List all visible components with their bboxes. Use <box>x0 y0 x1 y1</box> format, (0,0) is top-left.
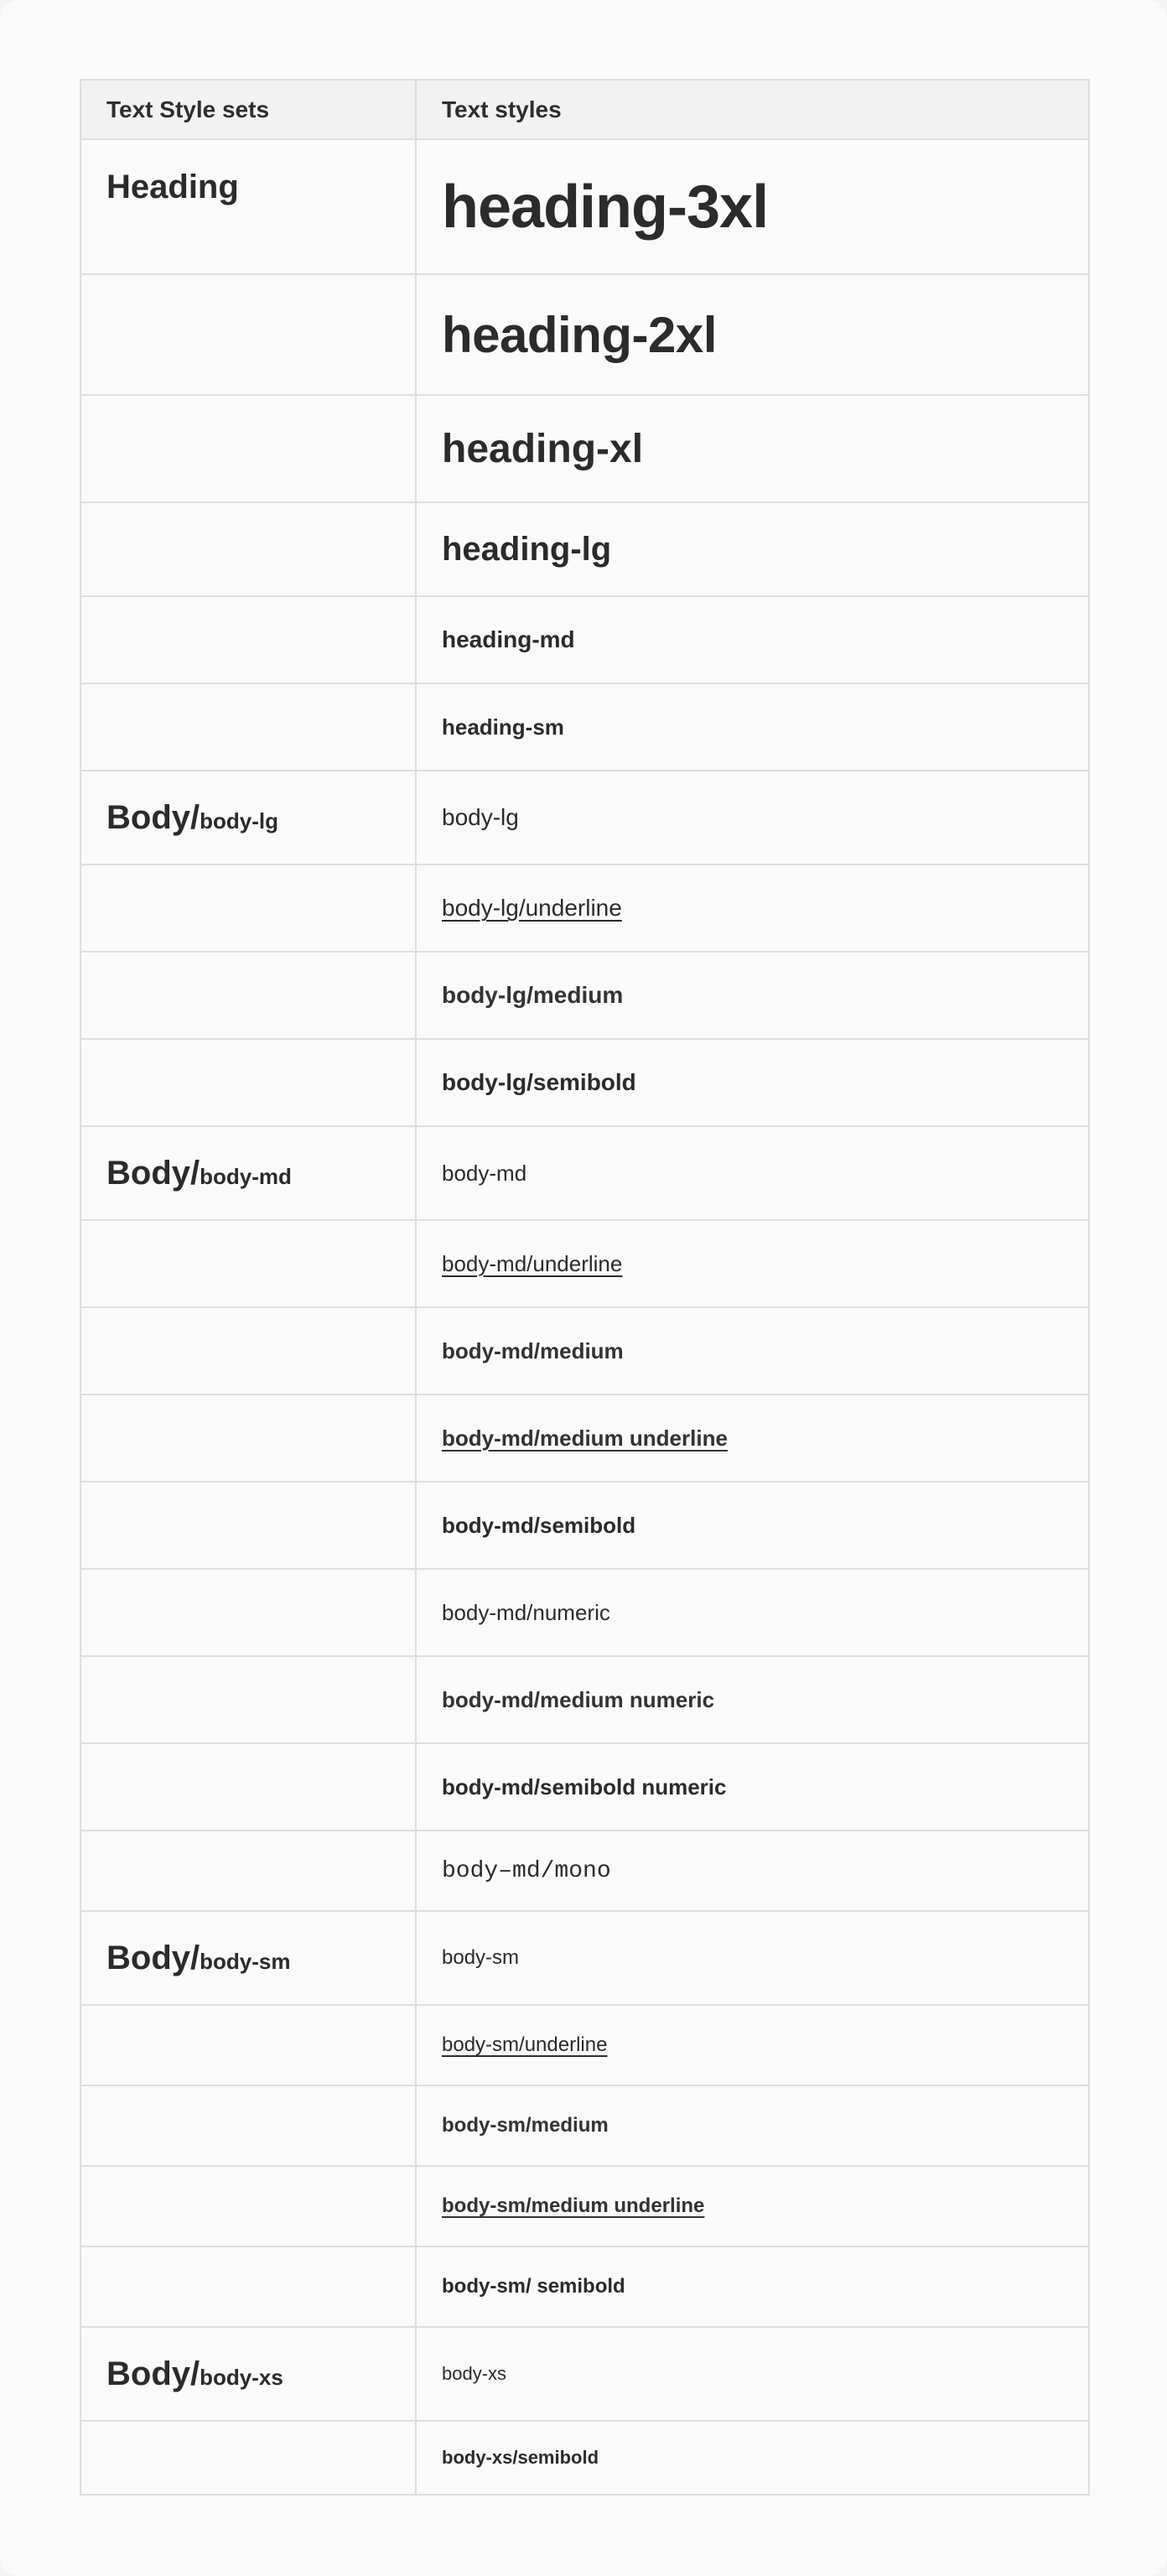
set-cell-empty <box>80 1220 416 1307</box>
table-row <box>80 1307 1089 1394</box>
table-row <box>80 395 1089 502</box>
table-row <box>80 1831 1089 1911</box>
style-cell <box>416 2085 1089 2166</box>
set-cell-empty <box>80 2246 416 2327</box>
table-row <box>80 1569 1089 1656</box>
style-body-sm-semibold: body-sm/ semibold <box>442 2275 625 2298</box>
style-heading-xl: heading-xl <box>442 426 644 471</box>
style-cell <box>416 1126 1089 1220</box>
table-row <box>80 596 1089 683</box>
set-cell-empty <box>80 683 416 771</box>
set-label-body-md: body-md <box>200 1163 292 1189</box>
style-cell <box>416 502 1089 596</box>
style-cell <box>416 1307 1089 1394</box>
table-row <box>80 139 1089 274</box>
set-cell-empty <box>80 1831 416 1911</box>
style-body-sm-medium-underline: body-sm/medium underline <box>442 2194 705 2217</box>
style-cell <box>416 1039 1089 1126</box>
table-row <box>80 2246 1089 2327</box>
style-cell <box>416 1569 1089 1656</box>
style-cell <box>416 2166 1089 2246</box>
table-row <box>80 952 1089 1039</box>
style-body-lg: body-lg <box>442 804 519 830</box>
set-cell-empty <box>80 1482 416 1569</box>
table-row <box>80 1394 1089 1482</box>
table-row <box>80 1482 1089 1569</box>
table-row <box>80 1656 1089 1743</box>
style-cell <box>416 865 1089 952</box>
table-row <box>80 274 1089 395</box>
set-label-heading: Heading <box>106 169 239 205</box>
table-row <box>80 683 1089 771</box>
set-cell-body-sm <box>80 1911 416 2005</box>
style-cell <box>416 1656 1089 1743</box>
table-row <box>80 2085 1089 2166</box>
set-label-body-main: Body/ <box>106 2355 200 2392</box>
style-heading-md: heading-md <box>442 626 575 652</box>
style-body-lg-medium: body-lg/medium <box>442 982 624 1008</box>
set-cell-empty <box>80 1039 416 1126</box>
table-row <box>80 865 1089 952</box>
style-cell <box>416 771 1089 865</box>
set-cell-empty <box>80 1743 416 1831</box>
style-body-md-numeric: body-md/numeric <box>442 1599 610 1625</box>
style-body-md-medium-underline: body-md/medium underline <box>442 1425 728 1451</box>
table-row <box>80 1039 1089 1126</box>
style-cell <box>416 596 1089 683</box>
style-cell <box>416 139 1089 274</box>
style-body-md-semibold-numeric: body-md/semibold numeric <box>442 1774 727 1800</box>
style-body-xs: body-xs <box>442 2363 507 2384</box>
style-body-md-underline: body-md/underline <box>442 1250 623 1276</box>
column-header-styles: Text styles <box>416 80 1089 139</box>
style-body-sm-medium: body-sm/medium <box>442 2114 609 2137</box>
style-heading-3xl: heading-3xl <box>442 173 769 241</box>
style-body-md-mono: body–md/mono <box>442 1857 611 1884</box>
style-cell <box>416 1911 1089 2005</box>
style-cell <box>416 1220 1089 1307</box>
style-body-sm-underline: body-sm/underline <box>442 2033 608 2056</box>
table-row <box>80 2327 1089 2421</box>
style-cell <box>416 274 1089 395</box>
style-cell <box>416 2327 1089 2421</box>
set-cell-empty <box>80 2085 416 2166</box>
set-label-body-xs: body-xs <box>200 2364 283 2390</box>
set-cell-empty <box>80 395 416 502</box>
set-cell-empty <box>80 274 416 395</box>
table-header-row <box>80 80 1089 139</box>
set-cell-empty <box>80 596 416 683</box>
table-row <box>80 1220 1089 1307</box>
style-cell <box>416 683 1089 771</box>
text-styles-table <box>80 79 1090 2496</box>
style-cell <box>416 2421 1089 2495</box>
set-label-body-main: Body/ <box>106 1939 200 1976</box>
set-cell-empty <box>80 1394 416 1482</box>
style-cell <box>416 1482 1089 1569</box>
set-cell-empty <box>80 2166 416 2246</box>
set-cell-empty <box>80 2421 416 2495</box>
set-cell-heading <box>80 139 416 274</box>
set-cell-empty <box>80 2005 416 2085</box>
style-body-md-semibold: body-md/semibold <box>442 1512 636 1538</box>
style-body-xs-semibold: body-xs/semibold <box>442 2447 599 2468</box>
style-cell <box>416 395 1089 502</box>
set-cell-empty <box>80 1656 416 1743</box>
style-cell <box>416 2005 1089 2085</box>
set-cell-body-xs <box>80 2327 416 2421</box>
set-label-body-sm: body-sm <box>200 1948 291 1974</box>
set-label-body-main: Body/ <box>106 798 200 836</box>
table-row <box>80 1126 1089 1220</box>
style-body-lg-semibold: body-lg/semibold <box>442 1069 636 1095</box>
table-row <box>80 2005 1089 2085</box>
style-cell <box>416 1394 1089 1482</box>
style-body-lg-underline: body-lg/underline <box>442 895 622 921</box>
set-cell-empty <box>80 1569 416 1656</box>
style-body-sm: body-sm <box>442 1946 520 1969</box>
style-cell <box>416 1831 1089 1911</box>
table-row <box>80 1911 1089 2005</box>
table-row <box>80 771 1089 865</box>
set-cell-body-lg <box>80 771 416 865</box>
table-row <box>80 2421 1089 2495</box>
set-cell-body-md <box>80 1126 416 1220</box>
table-row <box>80 2166 1089 2246</box>
table-row <box>80 502 1089 596</box>
table-row <box>80 1743 1089 1831</box>
style-cell <box>416 2246 1089 2327</box>
style-body-md-medium: body-md/medium <box>442 1337 624 1363</box>
set-cell-empty <box>80 865 416 952</box>
set-cell-empty <box>80 952 416 1039</box>
style-body-md: body-md <box>442 1160 527 1186</box>
style-body-md-medium-numeric: body-md/medium numeric <box>442 1686 715 1712</box>
style-heading-lg: heading-lg <box>442 530 612 568</box>
style-heading-sm: heading-sm <box>442 714 564 740</box>
set-label-body-main: Body/ <box>106 1154 200 1192</box>
set-cell-empty <box>80 502 416 596</box>
style-heading-2xl: heading-2xl <box>442 306 717 363</box>
column-header-sets: Text Style sets <box>80 80 416 139</box>
style-cell <box>416 1743 1089 1831</box>
set-cell-empty <box>80 1307 416 1394</box>
style-cell <box>416 952 1089 1039</box>
set-label-body-lg: body-lg <box>200 808 278 834</box>
